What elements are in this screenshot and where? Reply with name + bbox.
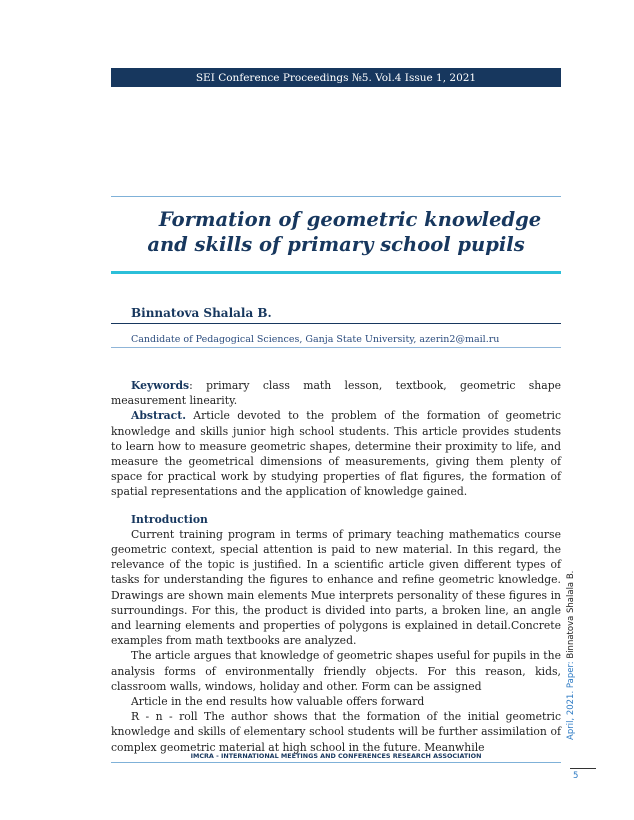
keywords-text: : primary class math lesson, textbook, geometric shape measurement linearity.	[111, 379, 561, 408]
journal-header	[111, 68, 561, 87]
title-line-2: and skills of primary school pupils	[147, 233, 525, 256]
page-number: 5	[573, 771, 579, 781]
affiliation-divider	[111, 347, 561, 348]
footer-divider	[111, 762, 561, 763]
title-line-1: Formation of geometric knowledge	[158, 208, 542, 231]
article-body	[111, 378, 561, 755]
intro-paragraph: The article argues that knowledge of geometric shapes useful for pupils in the analysis forms of environmentally friendly objects. For this reason, kids, classroom walls, windows, holiday and other. Form can be assigned	[111, 649, 561, 693]
section-spacer	[111, 500, 561, 512]
intro-paragraph: Current training program in terms of primary teaching mathematics course geometric context, special attention is paid to new material. In this regard, the relevance of the topic is justified. In a scientific article given different types of tasks for understanding the figures to enhance and refine geometric knowledge. Drawings are shown main elements Mue interprets personality of these figures in surroundings. For this, the product is divided into parts, a broken line, an angle and learning elements and properties of polygons is explained in detail.Concrete examples from math textbooks are analyzed.	[111, 527, 561, 648]
author-divider	[111, 323, 561, 324]
intro-paragraph: Article in the end results how valuable offers forward	[131, 695, 425, 709]
title-top-divider	[111, 196, 561, 197]
author-name: Binnatova Shalala B.	[131, 306, 272, 320]
abstract-label: Abstract.	[131, 409, 186, 423]
title-bottom-divider	[111, 271, 561, 274]
author-affiliation: Candidate of Pedagogical Sciences, Ganja State University, azerin2@mail.ru	[131, 334, 500, 345]
side-citation	[566, 571, 576, 740]
abstract-paragraph	[111, 408, 561, 499]
intro-paragraph: R - n - roll The author shows that the formation of the initial geometric knowledge and skills of elementary school students will be further assimilation of complex geometric material at high school in the future. Meanwhile	[111, 710, 561, 754]
side-citation-date: April, 2021. Paper:	[566, 658, 576, 740]
page-number-divider	[570, 768, 596, 769]
keywords-label: Keywords	[131, 379, 190, 392]
introduction-heading: Introduction	[131, 512, 208, 526]
side-citation-author: Binnatova Shalala B.	[566, 570, 576, 659]
abstract-text: Article devoted to the problem of the formation of geometric knowledge and skills junior high school students. This article provides students to learn how to measure geometric shapes, determine their proximity to life, and measure the geometrical dimensions of measurements, giving them plenty of space for practical work by studying properties of flat figures, the formation of spatial representations and the application of knowledge gained.	[111, 409, 561, 499]
journal-title: SEI Conference Proceedings №5. Vol.4 Issue 1, 2021	[195, 71, 477, 84]
article-title	[111, 207, 561, 257]
footer-organization: IMCRA - INTERNATIONAL MEETINGS AND CONFERENCES RESEARCH ASSOCIATION	[190, 752, 482, 760]
keywords-paragraph	[111, 378, 561, 408]
